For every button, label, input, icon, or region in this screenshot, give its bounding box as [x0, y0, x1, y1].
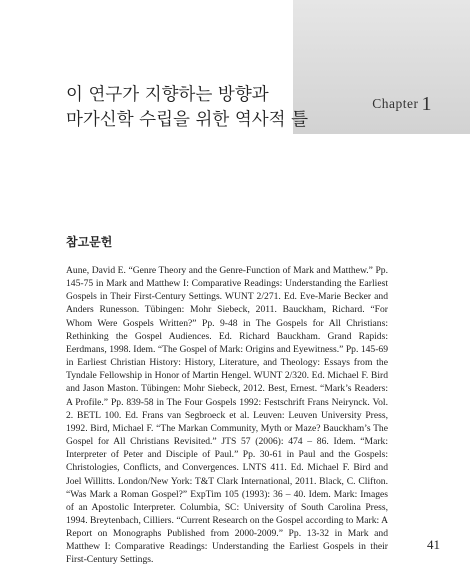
- chapter-word: Chapter: [372, 96, 419, 111]
- chapter-title-line-1: 이 연구가 지향하는 방향과: [66, 85, 269, 105]
- chapter-number: 1: [421, 93, 432, 115]
- chapter-title: [66, 83, 308, 133]
- bibliography-paragraph: Aune, David E. “Genre Theory and the Genre-Function of Mark and Matthew.” Pp. 145-75 in Mark and Matthew I: Comparative Readings: Understanding the Earliest Gospels in Their First-Century Settings. WUNT 2/271. Ed. Eve-Marie Becker and Anders Runesson. Tübingen: Mohr Siebeck, 2011. Bauckham, Richard. “For Whom Were Gospels Written?” Pp. 9-48 in The Gospels for All Christians: Rethinking the Gospel Audiences. Ed. Richard Bauckham. Grand Rapids: Eerdmans, 1998. Idem. “The Gospel of Mark: Origins and Eyewitness.” Pp. 145-69 in Earliest Christian History: History, Literature, and Theology: Essays from the Tyndale Fellowship in Honor of Martin Hengel. WUNT 2/320. Ed. Michael F. Bird and Jason Maston. Tübingen: Mohr Siebeck, 2012. Best, Ernest. “Mark’s Readers: A Profile.” Pp. 839-58 in The Four Gospels 1992: Festschrift Frans Neirynck. Vol. 2. BETL 100. Ed. Frans van Segbroeck et al. Leuven: Leuven University Press, 1992. Bird, Michael F. “The Markan Community, Myth or Maze? Bauckham’s The Gospel for All Christians Revisited.” JTS 57 (2006): 474 – 86. Idem. “Mark: Interpreter of Peter and Disciple of Paul.” Pp. 30-61 in Paul and the Gospels: Christologies, Conflicts, and Convergences. LNTS 411. Ed. Michael F. Bird and Joel Willitts. London/New York: T&T Clark International, 2011. Black, C. Clifton. “Was Mark a Roman Gospel?” ExpTim 105 (1993): 36 – 40. Idem. Mark: Images of an Apostolic Interpreter. Columbia, SC: University of South Carolina Press, 1994. Breytenbach, Cilliers. “Current Research on the Gospel according to Mark: A Report on Monographs Published from 2000-2009.” Pp. 13-32 in Mark and Matthew I: Comparative Readings: Understanding the Earliest Gospels in their First-Century Settings.: [66, 265, 388, 566]
- section-heading: 참고문헌: [66, 235, 113, 249]
- page-number: 41: [427, 537, 440, 552]
- chapter-label: [372, 93, 432, 116]
- chapter-title-line-2: 마가신학 수립을 위한 역사적 틀: [66, 110, 309, 130]
- chapter-tab: [293, 0, 470, 134]
